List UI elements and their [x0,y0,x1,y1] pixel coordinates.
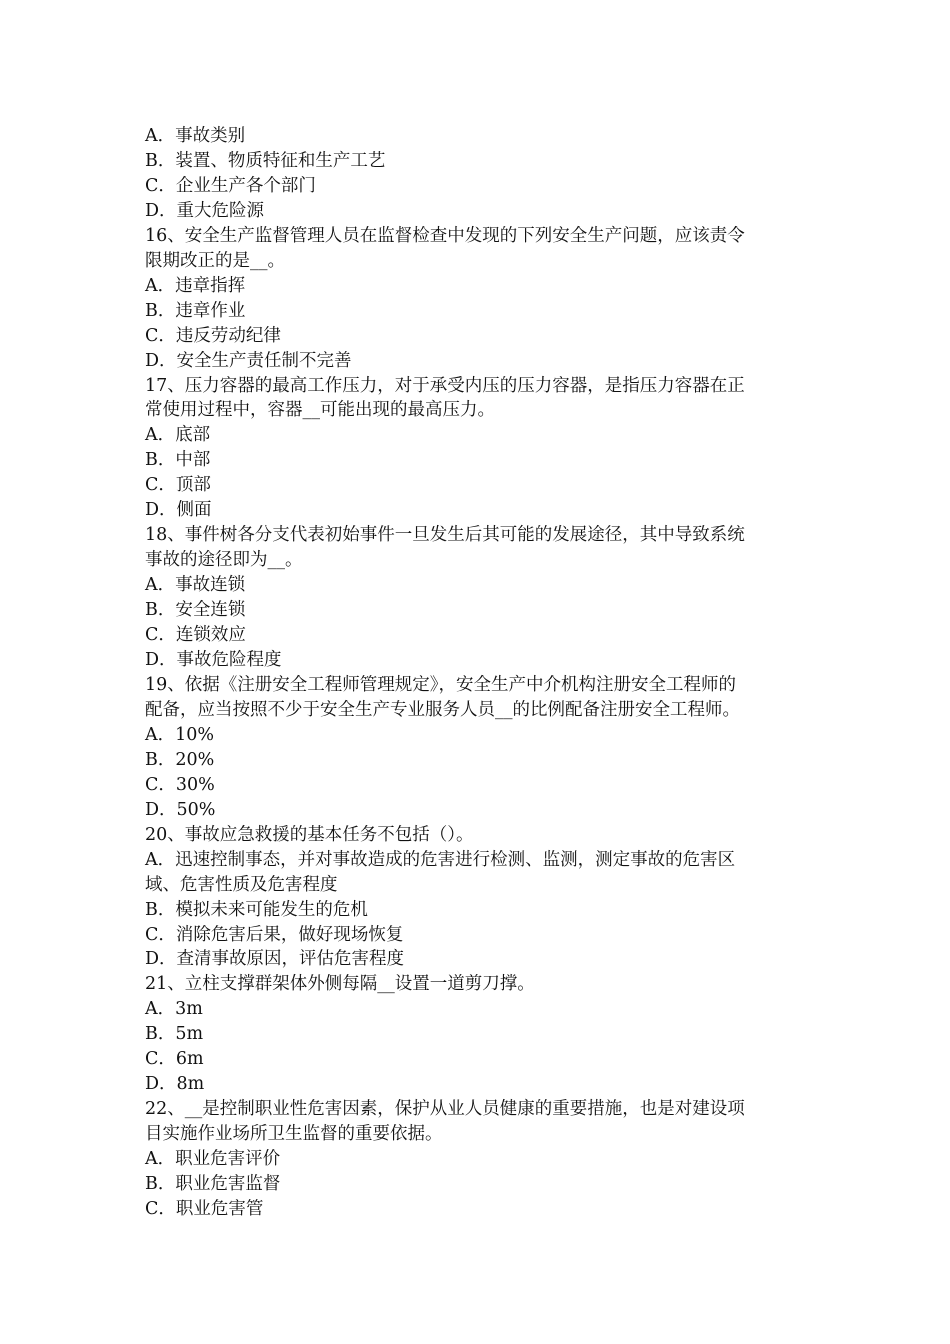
option-line: A．职业危害评价 [145,1149,281,1170]
option-line: A．10% [145,724,215,745]
option-line: C．违反劳动纪律 [145,325,281,346]
document-body [145,124,810,1222]
question-22-cont: 目实施作业场所卫生监督的重要依据。 [145,1124,443,1145]
question-17: 17、压力容器的最高工作压力，对于承受内压的压力容器，是指压力容器在正 [145,375,745,396]
option-line: D．重大危险源 [145,200,265,221]
option-line: A．3m [145,999,203,1020]
option-line: C．6m [145,1049,204,1070]
question-18: 18、事件树各分支代表初始事件一旦发生后其可能的发展途径，其中导致系统 [145,525,745,546]
option-line: C．企业生产各个部门 [145,175,316,196]
question-17-cont: 常使用过程中，容器__可能出现的最高压力。 [145,400,495,421]
question-20: 20、事故应急救援的基本任务不包括（）。 [145,824,474,845]
option-line: B．安全连锁 [145,600,246,621]
question-21: 21、立柱支撑群架体外侧每隔__设置一道剪刀撑。 [145,974,535,995]
question-16: 16、安全生产监督管理人员在监督检查中发现的下列安全生产问题，应该责令 [145,225,745,246]
option-line: A．违章指挥 [145,275,246,296]
option-line: B．违章作业 [145,300,246,321]
option-line: B．装置、物质特征和生产工艺 [145,150,386,171]
option-line: D．安全生产责任制不完善 [145,350,352,371]
option-line: D．事故危险程度 [145,650,282,671]
option-line: B．中部 [145,450,211,471]
option-line: B．5m [145,1024,204,1045]
option-line: C．职业危害管 [145,1198,264,1219]
option-line: A．事故连锁 [145,575,246,596]
option-line: A．底部 [145,425,211,446]
option-line: D．查清事故原因，评估危害程度 [145,949,405,970]
option-line: A．迅速控制事态，并对事故造成的危害进行检测、监测，测定事故的危害区 [145,849,736,870]
question-22: 22、__是控制职业性危害因素，保护从业人员健康的重要措施，也是对建设项 [145,1099,745,1120]
option-line: C．连锁效应 [145,625,246,646]
option-line: D．侧面 [145,500,212,521]
option-line: C．顶部 [145,475,211,496]
option-line: B．模拟未来可能发生的危机 [145,899,368,920]
option-line-cont: 域、危害性质及危害程度 [145,874,338,895]
option-line: C．消除危害后果，做好现场恢复 [145,924,404,945]
option-line: D．8m [145,1074,205,1095]
question-18-cont: 事故的途径即为__。 [145,550,303,571]
question-19-cont: 配备，应当按照不少于安全生产专业服务人员__的比例配备注册安全工程师。 [145,699,740,720]
option-line: B．职业危害监督 [145,1174,281,1195]
option-line: B．20% [145,749,215,770]
option-line: C．30% [145,774,215,795]
question-16-cont: 限期改正的是__。 [145,250,285,271]
option-line: D．50% [145,799,216,820]
question-19: 19、依据《注册安全工程师管理规定》，安全生产中介机构注册安全工程师的 [145,674,737,695]
option-line: A．事故类别 [145,126,246,146]
